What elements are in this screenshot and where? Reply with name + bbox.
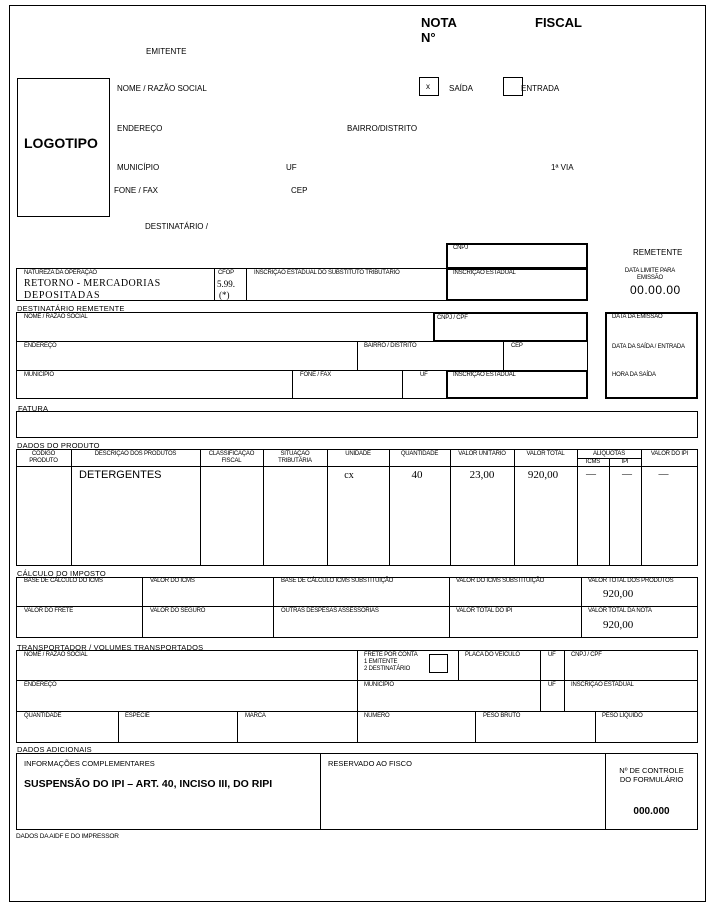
saida-label: SAÍDA xyxy=(449,84,474,93)
natureza-value-1: RETORNO - MERCADORIAS xyxy=(24,278,161,289)
total-produtos-value: 920,00 xyxy=(603,588,634,600)
total-nota-value: 920,00 xyxy=(603,619,634,631)
entrada-label: ENTRADA xyxy=(521,84,560,93)
remetente-label: REMETENTE xyxy=(633,248,683,257)
row-valor-total: 920,00 xyxy=(527,469,559,481)
transp-uf-label-2: UF xyxy=(548,682,556,688)
hdr-quantidade: QUANTIDADE xyxy=(400,451,439,457)
peso-bruto-label: PESO BRUTO xyxy=(483,713,521,719)
transp-especie-label: ESPÉCIE xyxy=(125,713,150,719)
row-ipi: — xyxy=(622,469,632,480)
total-ipi-label: VALOR TOTAL DO IPI xyxy=(456,608,513,614)
transp-numero-label: NÚMERO xyxy=(364,713,390,719)
peso-liquido-label: PESO LÍQUIDO xyxy=(602,713,643,719)
imposto-title: CÁLCULO DO IMPOSTO xyxy=(17,569,106,578)
emitente-fone-label: FONE / FAX xyxy=(114,186,159,195)
saida-mark: x xyxy=(426,82,430,91)
emitente-municipio-label: MUNICÍPIO xyxy=(117,163,160,172)
entrada-checkbox[interactable] xyxy=(503,77,523,96)
row-unidade: cx xyxy=(344,470,354,481)
cfop-value-1: 5.99. xyxy=(217,279,235,289)
transp-quantidade-label: QUANTIDADE xyxy=(24,713,62,719)
hdr-aliquotas: ALÍQUOTAS xyxy=(592,451,626,457)
logo-text: LOGOTIPO xyxy=(24,135,98,151)
cfop-value-2: (*) xyxy=(219,290,230,300)
hdr-valor-unit: VALOR UNITÁRIO xyxy=(458,451,506,457)
frete-conta-label-1: FRETE POR CONTA xyxy=(364,652,418,658)
valor-icms-label: VALOR DO ICMS xyxy=(150,578,195,584)
controle-label-1: Nº DE CONTROLE xyxy=(619,766,684,775)
info-complementares-value: SUSPENSÃO DO IPI – ART. 40, INCISO III, DO RIPI xyxy=(24,778,273,790)
transp-nome-label: NOME / RAZÃO SOCIAL xyxy=(24,652,88,658)
transp-endereco-label: ENDEREÇO xyxy=(24,682,57,688)
natureza-label: NATUREZA DA OPERAÇÃO xyxy=(24,270,97,276)
data-limite-value: 00.00.00 xyxy=(630,283,681,297)
data-limite-label-1: DATA LIMITE PARA xyxy=(624,268,676,274)
hdr-classif-1: CLASSIFICAÇÃO xyxy=(208,451,255,457)
data-emissao-label: DATA DA EMISSÃO xyxy=(612,314,663,320)
transp-ie-label: INSCRIÇÃO ESTADUAL xyxy=(571,682,634,688)
ie-top-label: INSCRIÇÃO ESTADUAL xyxy=(453,270,516,276)
dest-cep-label: CEP xyxy=(511,343,523,349)
emitente-nome-label: NOME / RAZÃO SOCIAL xyxy=(117,84,207,93)
datas-box xyxy=(605,312,698,399)
row-descricao: DETERGENTES xyxy=(79,469,162,481)
dest-bairro-label: BAIRRO / DISTRITO xyxy=(364,343,417,349)
emitente-bairro-label: BAIRRO/DISTRITO xyxy=(347,124,418,133)
hdr-valor-total: VALOR TOTAL xyxy=(526,451,565,457)
data-limite-label-2: EMISSÃO xyxy=(637,275,663,281)
frete-conta-checkbox[interactable] xyxy=(429,654,448,673)
dest-municipio-label: MUNICÍPIO xyxy=(24,372,54,378)
hdr-classif-2: FISCAL xyxy=(221,458,242,464)
frete-label: VALOR DO FRETE xyxy=(24,608,74,614)
fatura-box xyxy=(16,411,698,438)
frete-conta-label-2: 1 EMITENTE xyxy=(364,659,398,665)
valor-subst-label: VALOR DO ICMS SUBSTITUIÇÃO xyxy=(456,578,545,584)
nota-number-label: N° xyxy=(421,30,436,45)
data-saida-label: DATA DA SAÍDA / ENTRADA xyxy=(612,344,685,350)
row-icms: — xyxy=(586,469,596,480)
hdr-descricao: DESCRIÇÃO DOS PRODUTOS xyxy=(94,451,177,457)
total-nota-label: VALOR TOTAL DA NOTA xyxy=(588,608,652,614)
destinatario-section-title: DESTINATÁRIO REMETENTE xyxy=(17,304,125,313)
dest-uf-label: UF xyxy=(420,372,428,378)
emitente-endereco-label: ENDEREÇO xyxy=(117,124,163,133)
impressor-label: DADOS DA AIDF E DO IMPRESSOR xyxy=(16,833,119,840)
cnpj-top-label: CNPJ xyxy=(453,245,468,251)
natureza-value-2: DEPOSITADAS xyxy=(24,290,101,301)
emitente-uf-label: UF xyxy=(286,163,297,172)
frete-conta-label-3: 2 DESTINATÁRIO xyxy=(364,666,411,672)
seguro-label: VALOR DO SEGURO xyxy=(150,608,206,614)
dest-ie-label: INSCRIÇÃO ESTADUAL xyxy=(453,372,516,378)
dest-nome-label: NOME / RAZÃO SOCIAL xyxy=(24,314,88,320)
dest-endereco-label: ENDEREÇO xyxy=(24,343,57,349)
hdr-situacao-2: TRIBUTÁRIA xyxy=(278,458,312,464)
row-valor-ipi: — xyxy=(658,469,669,480)
base-subst-label: BASE DE CÁLCULO ICMS SUBSTITUIÇÃO xyxy=(281,578,394,584)
hdr-codigo-2: PRODUTO xyxy=(29,458,58,464)
produtos-title: DADOS DO PRODUTO xyxy=(17,441,100,450)
via-label: 1ª VIA xyxy=(551,163,574,172)
hdr-icms: ICMS xyxy=(585,459,601,465)
row-quantidade: 40 xyxy=(411,469,423,481)
info-complementares-label: INFORMAÇÕES COMPLEMENTARES xyxy=(24,759,155,768)
row-valor-unit: 23,00 xyxy=(469,469,495,481)
dest-cnpj-label: CNPJ / CPF xyxy=(437,315,468,321)
outras-label: OUTRAS DESPESAS ASSESSÓRIAS xyxy=(281,608,379,614)
hdr-valor-ipi: VALOR DO IPI xyxy=(650,451,689,457)
reservado-fisco-label: RESERVADO AO FISCO xyxy=(328,759,412,768)
adicionais-title: DADOS ADICIONAIS xyxy=(17,745,92,754)
transp-marca-label: MARCA xyxy=(245,713,266,719)
hdr-situacao-1: SITUAÇÃO xyxy=(280,451,310,457)
transp-municipio-label: MUNICÍPIO xyxy=(364,682,394,688)
emitente-label: EMITENTE xyxy=(146,47,187,56)
transporte-title: TRANSPORTADOR / VOLUMES TRANSPORTADOS xyxy=(17,643,204,652)
transp-cnpj-label: CNPJ / CPF xyxy=(571,652,602,658)
destinatario-header-label: DESTINATÁRIO / xyxy=(145,222,208,231)
base-icms-label: BASE DE CÁLCULO DO ICMS xyxy=(24,578,103,584)
hora-saida-label: HORA DA SAÍDA xyxy=(612,372,656,378)
transp-uf-label: UF xyxy=(548,652,556,658)
hdr-unidade: UNIDADE xyxy=(345,451,371,457)
hdr-codigo-1: CÓDIGO xyxy=(31,451,56,457)
ie-subst-label: INSCRIÇÃO ESTADUAL DO SUBSTITUTO TRIBUTÁRIO xyxy=(254,270,400,276)
controle-value: 000.000 xyxy=(633,806,670,817)
placa-label: PLACA DO VEÍCULO xyxy=(465,652,520,658)
total-produtos-label: VALOR TOTAL DOS PRODUTOS xyxy=(588,578,674,584)
hdr-ipi: IPI xyxy=(621,459,629,465)
dest-fone-label: FONE / FAX xyxy=(300,372,332,378)
nota-title: NOTA xyxy=(421,15,457,30)
fiscal-title: FISCAL xyxy=(535,15,582,30)
controle-label-2: DO FORMULÁRIO xyxy=(619,775,684,784)
cfop-label: CFOP xyxy=(218,270,234,276)
fatura-title: FATURA xyxy=(18,404,49,413)
emitente-cep-label: CEP xyxy=(291,186,308,195)
